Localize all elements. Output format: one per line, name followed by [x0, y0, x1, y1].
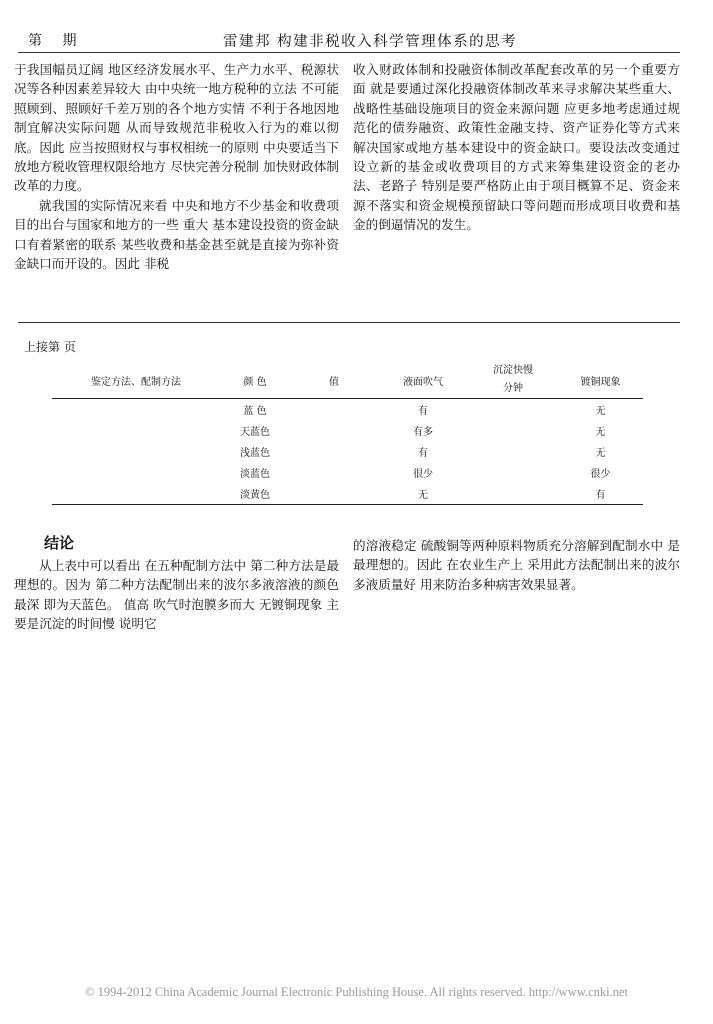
table-cell: 有 [558, 483, 643, 505]
table-header-cell [468, 362, 558, 399]
paragraph: 收入财政体制和投融资体制改革配套改革的另一个重要方面 就是要通过深化投融资体制改革来寻求解决某些重大、战略性基础设施项目的资金来源问题 应更多地考虑通过规范化的债券融资、政策性金融支持、资产证券化等方式来解决国家或地方基本建设中的资金缺口。要设法改变通过设立新的基金或收费项目的方式来筹集建设资金的老办法、老路子 特别是要严格防止由于项目概算不足、资金来源不落实和资金规模预留缺口等问题而形成项目收费和基金的倒逼情况的发生。 [353, 62, 680, 233]
left-column [14, 60, 339, 273]
article-title: 雷建邦 构建非税收入科学管理体系的思考 [223, 34, 518, 50]
table-header-cell: 鉴定方法、配制方法 [52, 362, 220, 399]
table-cell: 天蓝色 [240, 427, 270, 438]
continued-from-label: 上接第 页 [24, 340, 76, 354]
table-row [52, 441, 643, 462]
table-header-cell: 镀铜现象 [558, 362, 643, 399]
table-header-text: 沉淀快慢 分钟 [493, 365, 533, 394]
table-cell [290, 441, 378, 462]
paragraph: 从上表中可以看出 在五种配制方法中 第二种方法是最理想的。因为 第二种方法配制出来的波尔多液溶液的颜色最深 即为天蓝色。 值高 吹气时泡膜多而大 无镀铜现象 主要是沉淀的时间慢 说明它 [14, 558, 339, 632]
conclusion-right-column [353, 536, 680, 594]
table-cell [468, 441, 558, 462]
table-cell: 无 [378, 483, 468, 505]
table-cell: 浅蓝色 [240, 448, 270, 459]
table-cell [52, 483, 220, 505]
table-row [52, 462, 643, 483]
table-cell [52, 462, 220, 483]
table-header-cell: 颜 色 [220, 362, 290, 399]
table-cell: 有 [418, 406, 428, 417]
table-header-cell: 值 [290, 362, 378, 399]
table-cell [52, 441, 220, 462]
table-cell: 淡蓝色 [240, 469, 270, 480]
table-cell [468, 420, 558, 441]
table-cell [52, 420, 220, 441]
table-cell: 淡黄色 [220, 483, 290, 505]
table-row [52, 420, 643, 441]
table-cell [290, 420, 378, 441]
table-header-row [52, 362, 643, 399]
table-cell: 有多 [413, 427, 433, 438]
table-cell: 无 [595, 406, 606, 417]
results-table [52, 362, 643, 505]
table-cell: 蓝 色 [243, 406, 267, 417]
section-rule [18, 322, 680, 323]
table-cell: 无 [595, 427, 606, 438]
header-rule [18, 52, 680, 53]
copyright-footer: © 1994-2012 China Academic Journal Electronic Publishing House. All rights reserved. http://www.cnki.net [85, 985, 628, 999]
conclusion-left-column [14, 556, 339, 634]
table-cell: 很少 [590, 469, 611, 480]
table-cell [290, 462, 378, 483]
table-row [52, 483, 643, 505]
paragraph: 于我国幅员辽阔 地区经济发展水平、生产力水平、税源状况等各种因素差异较大 由中央统一地方税种的立法 不可能照顾到、照顾好千差万别的各个地方实情 不利于各地因地制宜解决实际问题 从而导致规范非税收入行为的难以彻底。因此 应当按照财权与事权相统一的原则 中央要适当下放地方税收管理权限给地方 尽快完善分税制 加快财政体制改革的力度。 [14, 62, 339, 194]
paragraph: 的溶液稳定 硫酸铜等两种原料物质充分溶解到配制水中 是最理想的。因此 在农业生产上 采用此方法配制出来的波尔多液质量好 用来防治多种病害效果显著。 [353, 538, 680, 592]
conclusion-heading: 结论 [44, 534, 75, 552]
table-cell [290, 483, 378, 505]
table-header-cell: 液面吹气 [378, 362, 468, 399]
table-cell [290, 399, 378, 421]
issue-label: 第 期 [28, 33, 85, 49]
paragraph: 就我国的实际情况来看 中央和地方不少基金和收费项目的出台与国家和地方的一些 重大 基本建设投资的资金缺口有着紧密的联系 某些收费和基金甚至就是直接为弥补资金缺口而开设的。因此 非税 [14, 197, 339, 272]
table-cell [468, 483, 558, 505]
table-cell: 有 [418, 448, 428, 459]
right-column [353, 60, 680, 235]
running-header [18, 22, 678, 50]
table-cell [468, 462, 558, 483]
table-row [52, 399, 643, 421]
table-cell [52, 399, 220, 421]
table-cell [468, 399, 558, 421]
table-cell: 无 [595, 448, 606, 459]
table-cell: 很少 [413, 469, 433, 480]
